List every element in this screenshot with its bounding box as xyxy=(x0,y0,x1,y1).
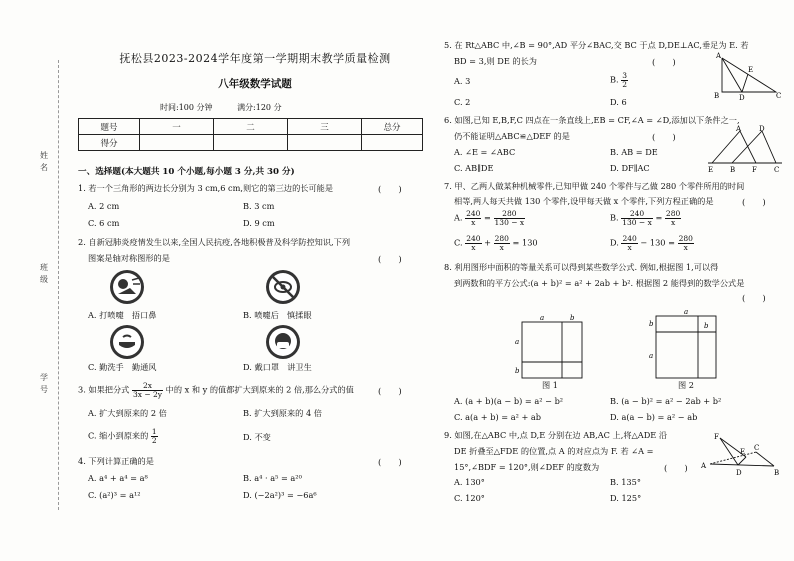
q9-label-c: C xyxy=(754,444,760,452)
q9-stem-line-1: 9. 如图,在△ABC 中,点 D,E 分别在边 AB,AC 上,将△ADE 沿 xyxy=(444,430,668,440)
q5-answer-paren[interactable]: ( ) xyxy=(652,58,676,68)
score-table-header: 二 xyxy=(214,119,288,135)
exam-subtitle: 八年级数学试题 xyxy=(218,78,292,90)
q7-c-rhs: = 130 xyxy=(512,237,538,248)
binding-line xyxy=(58,60,59,510)
q7-d-den-2: x xyxy=(683,243,688,252)
q3-fraction-den: 3x − 2y xyxy=(132,390,163,399)
score-cell[interactable] xyxy=(362,135,423,151)
q3-option-c-num: 1 xyxy=(151,427,157,436)
no-eye-rubbing-icon xyxy=(266,270,300,304)
q7-a-num-2: 280 xyxy=(494,210,526,219)
q7-c-num-2: 280 xyxy=(494,234,509,243)
q1-stem: 1. 若一个三角形的两边长分别为 3 cm,6 cm,则它的第三边的长可能是 xyxy=(78,183,334,193)
q8-figure-2-caption: 图 2 xyxy=(678,380,694,390)
q9-answer-paren[interactable]: ( ) xyxy=(664,464,688,474)
q4-option-d[interactable]: D. (−2a²)³ = −6a⁶ xyxy=(243,490,317,500)
q7-c-frac-2 xyxy=(494,235,510,252)
q8-figure-1-caption: 图 1 xyxy=(542,380,558,390)
q7-b-frac-2 xyxy=(665,210,681,227)
q6-label-e: E xyxy=(708,166,714,173)
margin-label-number-2: 号 xyxy=(40,385,48,394)
q7-stem-line-2: 相等,两人每天共做 130 个零件,设甲每天做 x 个零件,下列方程正确的是 xyxy=(454,196,714,206)
q6-option-a[interactable]: A. ∠E = ∠ABC xyxy=(454,147,516,157)
q9-label-f: F xyxy=(714,433,719,441)
score-table-row xyxy=(79,135,423,151)
q7-c-num-1: 240 xyxy=(466,234,481,243)
score-table-header: 总分 xyxy=(362,119,423,135)
q8-option-a[interactable]: A. (a + b)(a − b) = a² − b² xyxy=(454,396,564,406)
q9-label-b: B xyxy=(774,469,780,477)
q5-label-c: C xyxy=(776,92,782,100)
q2-stem-line-1: 2. 自新冠肺炎疫情发生以来,全国人民抗疫,各地积极普及科学防控知识,下列 xyxy=(78,237,351,247)
q7-a-den-1: x xyxy=(471,218,476,227)
q6-label-c: C xyxy=(774,166,780,173)
q7-a-num-1: 240 xyxy=(466,209,481,218)
q1-option-d[interactable]: D. 9 cm xyxy=(243,218,275,228)
q5-stem-line-2: BD = 3,则 DE 的长为 xyxy=(454,56,537,66)
q7-b-num-1: 240 xyxy=(621,210,653,219)
q6-option-d[interactable]: D. DF∥AC xyxy=(610,163,650,173)
q7-option-d-letter: D. xyxy=(610,237,619,248)
q7-b-num-2: 280 xyxy=(665,209,681,218)
q5-option-b-fraction xyxy=(621,72,628,89)
q7-b-frac-1 xyxy=(621,210,653,227)
q2-option-b[interactable]: B. 喷嚏后 慎揉眼 xyxy=(243,310,312,320)
q8-option-b[interactable]: B. (a − b)² = a² − 2ab + b² xyxy=(610,396,722,406)
q7-c-frac-1 xyxy=(465,235,481,252)
q7-a-frac-1 xyxy=(465,210,481,227)
q7-stem-line-1: 7. 甲、乙两人做某种机械零件,已知甲做 240 个零件与乙做 280 个零件所用的时间 xyxy=(444,181,745,191)
q5-option-b-text: B. xyxy=(610,74,619,85)
hand-wash-icon xyxy=(110,325,144,359)
margin-label-number-1: 学 xyxy=(40,373,48,382)
margin-label-class-1: 班 xyxy=(40,263,48,272)
q7-b-den-2: x xyxy=(670,218,676,227)
q8-stem-line-2: 到两数和的平方公式:(a + b)² = a² + 2ab + b². 根据图 2 能得到的数学公式是 xyxy=(454,278,745,288)
score-table-header: 三 xyxy=(288,119,362,135)
q4-answer-paren[interactable]: ( ) xyxy=(378,458,402,468)
q8-answer-paren[interactable]: ( ) xyxy=(742,294,766,304)
q5-label-d: D xyxy=(739,94,745,100)
q5-label-b: B xyxy=(714,92,720,100)
q7-d-frac-2 xyxy=(678,235,694,252)
q3-option-c-fraction xyxy=(151,428,158,445)
q8-fig1-label-b-top: b xyxy=(570,314,575,322)
q9-label-a: A xyxy=(701,462,707,470)
q8-fig1-label-a-side: a xyxy=(515,338,520,346)
q9-fold-diagram xyxy=(698,432,784,480)
exam-time: 时间:100 分钟 xyxy=(160,103,213,112)
q4-option-b[interactable]: B. a⁴ · a⁵ = a²⁰ xyxy=(243,473,302,483)
q6-stem-line-1: 6. 如图,已知 E,B,F,C 四点在一条直线上,EB = CF,∠A = ∠D,添加以下条件之一, xyxy=(444,115,740,125)
q5-label-a: A xyxy=(716,52,722,60)
q7-d-frac-1 xyxy=(621,235,637,252)
q2-option-c[interactable]: C. 勤洗手 勤通风 xyxy=(88,362,157,372)
q7-d-num-1: 240 xyxy=(622,234,637,243)
q8-fig2-label-a-side: a xyxy=(649,352,654,360)
q8-fig2-label-a: a xyxy=(684,308,689,316)
margin-label-class-2: 级 xyxy=(40,275,48,284)
exam-full-score: 满分:120 分 xyxy=(237,103,282,112)
q9-option-b[interactable]: B. 135° xyxy=(610,477,641,487)
q3-option-c-den: 2 xyxy=(151,436,157,445)
q6-stem-line-2: 仍不能证明△ABC≌△DEF 的是 xyxy=(454,131,570,141)
q9-option-d[interactable]: D. 125° xyxy=(610,493,642,503)
q6-option-c[interactable]: C. AB∥DE xyxy=(454,163,494,173)
q8-fig1-label-b-side: b xyxy=(515,367,520,375)
score-table-header-row xyxy=(79,119,423,135)
q7-a-frac-2 xyxy=(494,210,526,227)
margin-label-name-2: 名 xyxy=(40,163,48,172)
q3-fraction-num: 2x xyxy=(132,382,163,391)
q5-stem-line-1: 5. 在 Rt△ABC 中,∠B = 90°,AD 平分∠BAC,交 BC 于点 D,DE⊥AC,垂足为 E. 若 xyxy=(444,40,749,50)
q7-c-den-1: x xyxy=(471,243,476,252)
q3-option-c[interactable] xyxy=(88,428,158,445)
q6-answer-paren[interactable]: ( ) xyxy=(652,133,676,143)
q7-option-d[interactable] xyxy=(610,235,694,252)
q8-option-d[interactable]: D. a(a − b) = a² − ab xyxy=(610,412,698,422)
q9-stem-line-3: 15°,∠BDF = 120°,则∠DEF 的度数为 xyxy=(454,462,600,472)
q4-stem: 4. 下列计算正确的是 xyxy=(78,456,154,466)
score-table-row-label: 得分 xyxy=(79,135,140,151)
q8-figure-1 xyxy=(512,312,592,382)
q6-triangles-diagram xyxy=(706,125,786,173)
exam-meta xyxy=(160,102,304,113)
q9-label-e: E xyxy=(740,448,746,456)
q7-option-b[interactable]: B. $\frac{240}{130 - x}$ = $\frac{280}{x}$ xyxy=(610,209,681,227)
q3-option-b[interactable]: B. 扩大到原来的 4 倍 xyxy=(243,408,322,418)
q6-label-f: F xyxy=(752,166,757,173)
q1-option-b[interactable]: B. 3 cm xyxy=(243,201,275,211)
q7-option-c[interactable]: C. $\frac{240}{x}$ + $\frac{280}{x}$ = 130 xyxy=(454,234,538,252)
q7-d-num-2: 280 xyxy=(678,234,693,243)
score-table-header: 题号 xyxy=(79,119,140,135)
q7-answer-paren[interactable]: ( ) xyxy=(742,198,766,208)
q7-b-den-1: 130 − x xyxy=(622,218,652,227)
q9-option-a[interactable]: A. 130° xyxy=(454,477,485,487)
q8-fig1-label-a-top: a xyxy=(540,314,545,322)
score-table xyxy=(78,118,423,151)
q8-fig2-label-b-side: b xyxy=(649,320,654,328)
q7-c-den-2: x xyxy=(499,243,504,252)
q1-answer-paren[interactable]: ( ) xyxy=(378,185,402,195)
q5-triangle-diagram xyxy=(712,50,784,100)
q8-stem-line-1: 8. 利用图形中面积的等量关系可以得到某些数学公式. 例如,根据图 1,可以得 xyxy=(444,262,719,272)
q5-option-b-den: 2 xyxy=(622,80,628,89)
q1-option-c[interactable]: C. 6 cm xyxy=(88,218,120,228)
q5-label-e: E xyxy=(748,66,754,74)
q7-option-b-letter: B. xyxy=(610,212,619,223)
q7-option-c-letter: C. xyxy=(454,237,463,248)
q7-option-a[interactable]: A. $\frac{240}{x}$ = $\frac{280}{130 - x}$ xyxy=(454,209,525,227)
q3-stem-prefix: 3. 如果把分式 xyxy=(78,384,130,395)
score-cell[interactable] xyxy=(140,135,214,151)
q7-option-a-letter: A. xyxy=(454,212,463,223)
q2-option-d[interactable]: D. 戴口罩 讲卫生 xyxy=(243,362,312,372)
q4-option-a[interactable]: A. a⁴ + a⁴ = a⁸ xyxy=(88,473,148,483)
q7-d-mid: − 130 = xyxy=(640,237,675,248)
q5-option-b-num: 3 xyxy=(622,71,628,80)
q3-stem-suffix: 中的 x 和 y 的值都扩大到原来的 2 倍,那么分式的值 xyxy=(165,384,354,395)
q5-option-b[interactable] xyxy=(610,72,628,89)
mask-icon xyxy=(266,325,300,359)
q6-label-d: D xyxy=(759,125,765,133)
q4-option-c[interactable]: C. (a²)³ = a¹² xyxy=(88,490,141,500)
q3-stem xyxy=(78,382,354,399)
q3-option-a[interactable]: A. 扩大到原来的 2 倍 xyxy=(88,408,167,418)
q2-option-a[interactable]: A. 打喷嚏 捂口鼻 xyxy=(88,310,157,320)
q6-label-b: B xyxy=(730,166,736,173)
q2-answer-paren[interactable]: ( ) xyxy=(378,255,402,265)
q2-stem-line-2: 图案是轴对称图形的是 xyxy=(88,253,170,263)
score-cell[interactable] xyxy=(288,135,362,151)
score-cell[interactable] xyxy=(214,135,288,151)
score-table-header: 一 xyxy=(140,119,214,135)
margin-label-name-1: 姓 xyxy=(40,151,48,160)
section-1-heading: 一、选择题(本大题共 10 个小题,每小题 3 分,共 30 分) xyxy=(78,167,295,177)
q3-fraction xyxy=(132,382,163,399)
sneeze-cover-icon xyxy=(110,270,144,304)
q5-option-c[interactable]: C. 2 xyxy=(454,97,471,107)
q9-label-d: D xyxy=(736,469,742,477)
exam-title: 抚松县2023-2024学年度第一学期期末教学质量检测 xyxy=(119,52,391,65)
q6-option-b[interactable]: B. AB = DE xyxy=(610,147,658,157)
q8-option-c[interactable]: C. a(a + b) = a² + ab xyxy=(454,412,542,422)
q5-option-d[interactable]: D. 6 xyxy=(610,97,627,107)
q9-option-c[interactable]: C. 120° xyxy=(454,493,485,503)
q8-figure-2 xyxy=(646,306,726,382)
q8-fig2-label-b-top: b xyxy=(704,322,709,330)
q7-a-den-2: 130 − x xyxy=(494,218,525,227)
q1-option-a[interactable]: A. 2 cm xyxy=(88,201,120,211)
q3-option-c-text: C. 缩小到原来的 xyxy=(88,430,149,441)
q5-option-a[interactable]: A. 3 xyxy=(454,76,471,86)
q6-label-a: A xyxy=(736,125,742,133)
q7-d-den-1: x xyxy=(627,243,632,252)
q3-answer-paren[interactable]: ( ) xyxy=(378,387,402,397)
q3-option-d[interactable]: D. 不变 xyxy=(243,432,271,442)
q9-stem-line-2: DE 折叠至△FDE 的位置,点 A 的对应点为 F. 若 ∠A = xyxy=(454,446,654,456)
